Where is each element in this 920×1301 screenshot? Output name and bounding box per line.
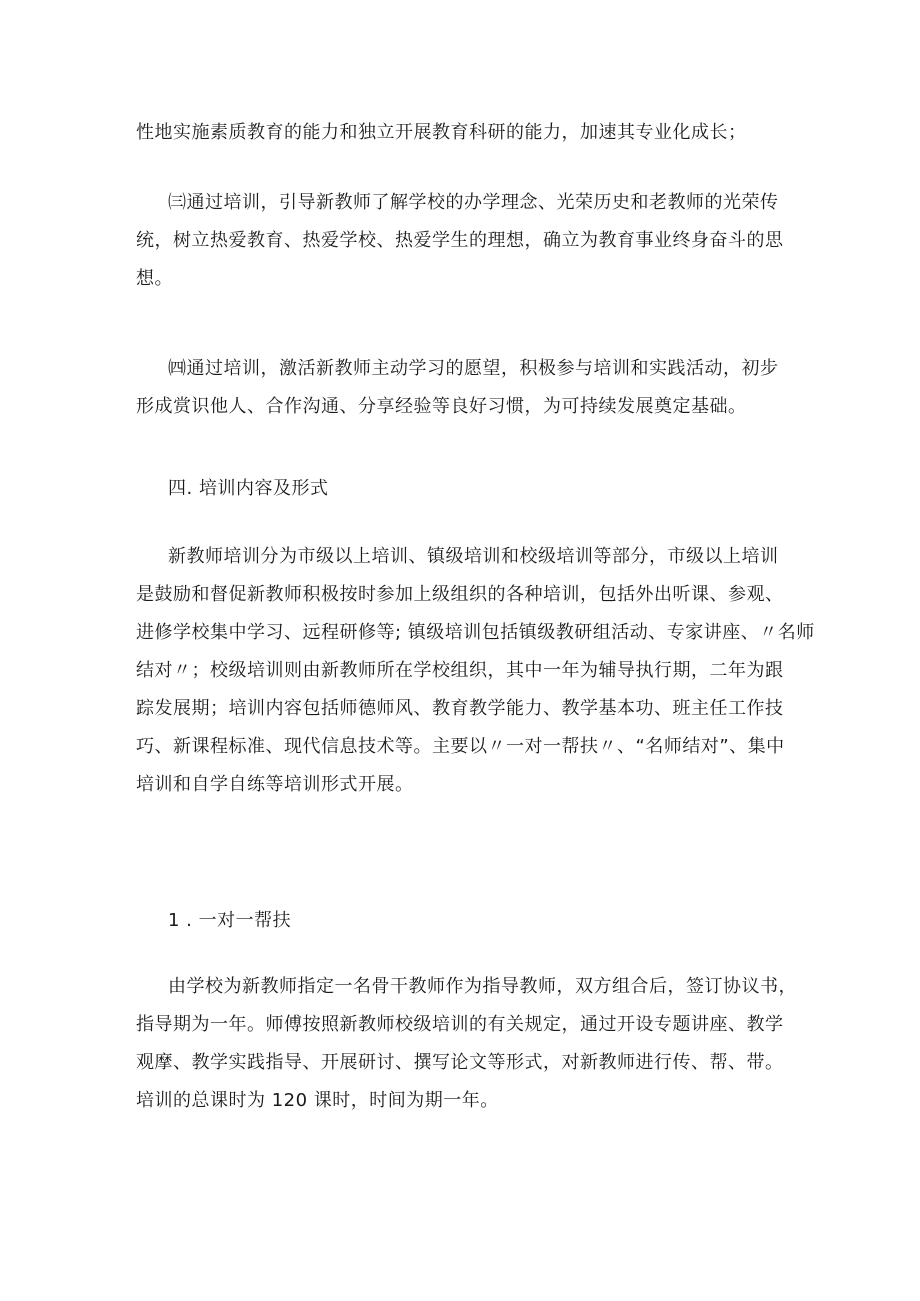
text-line: 结对〃；校级培训则由新教师所在学校组织，其中一年为辅导执行期，二年为跟 — [136, 660, 784, 681]
paragraph-training-overview — [136, 538, 815, 804]
heading-text: 1 . 一对一帮扶 — [168, 910, 292, 931]
paragraph-mentorship — [136, 968, 796, 1120]
text-line: 形成赏识他人、合作沟通、分享经验等良好习惯，为可持续发展奠定基础。 — [136, 396, 747, 417]
section-heading-training-content — [136, 470, 796, 508]
text-line: 培训和自学自练等培训形式开展。 — [136, 774, 414, 795]
paragraph-goal-4 — [136, 350, 796, 426]
text-line: 想。 — [136, 268, 173, 289]
text-line: 进修学校集中学习、远程研修等; 镇级培训包括镇级教研组活动、专家讲座、〃名师 — [136, 622, 815, 643]
text-line: 观摩、教学实践指导、开展研讨、撰写论文等形式，对新教师进行传、帮、带。 — [136, 1052, 784, 1073]
text-line: 巧、新课程标准、现代信息技术等。主要以〃一对一帮扶〃、“名师结对”、集中 — [136, 736, 785, 757]
text-line: 统，树立热爱教育、热爱学校、热爱学生的理想，确立为教育事业终身奋斗的思 — [136, 230, 784, 251]
text-line: ㈣通过培训，激活新教师主动学习的愿望，积极参与培训和实践活动，初步 — [168, 358, 779, 379]
text-line: 培训的总课时为 120 课时，时间为期一年。 — [136, 1090, 499, 1111]
text-line: 指导期为一年。师傅按照新教师校级培训的有关规定，通过开设专题讲座、教学 — [136, 1014, 784, 1035]
paragraph-abilities — [136, 114, 796, 152]
subheading-one-on-one — [136, 902, 796, 940]
text-line: 性地实施素质教育的能力和独立开展教育科研的能力，加速其专业化成长； — [136, 122, 747, 143]
text-line: 由学校为新教师指定一名骨干教师作为指导教师，双方组合后，签订协议书， — [168, 976, 797, 997]
text-line: 新教师培训分为市级以上培训、镇级培训和校级培训等部分，市级以上培训 — [168, 546, 779, 567]
text-line: 踪发展期；培训内容包括师德师风、教育教学能力、教学基本功、班主任工作技 — [136, 698, 784, 719]
text-line: ㈢通过培训，引导新教师了解学校的办学理念、光荣历史和老教师的光荣传 — [168, 192, 779, 213]
paragraph-goal-3 — [136, 184, 796, 298]
text-line: 是鼓励和督促新教师积极按时参加上级组织的各种培训，包括外出听课、参观、 — [136, 584, 784, 605]
heading-text: 四. 培训内容及形式 — [168, 478, 329, 499]
